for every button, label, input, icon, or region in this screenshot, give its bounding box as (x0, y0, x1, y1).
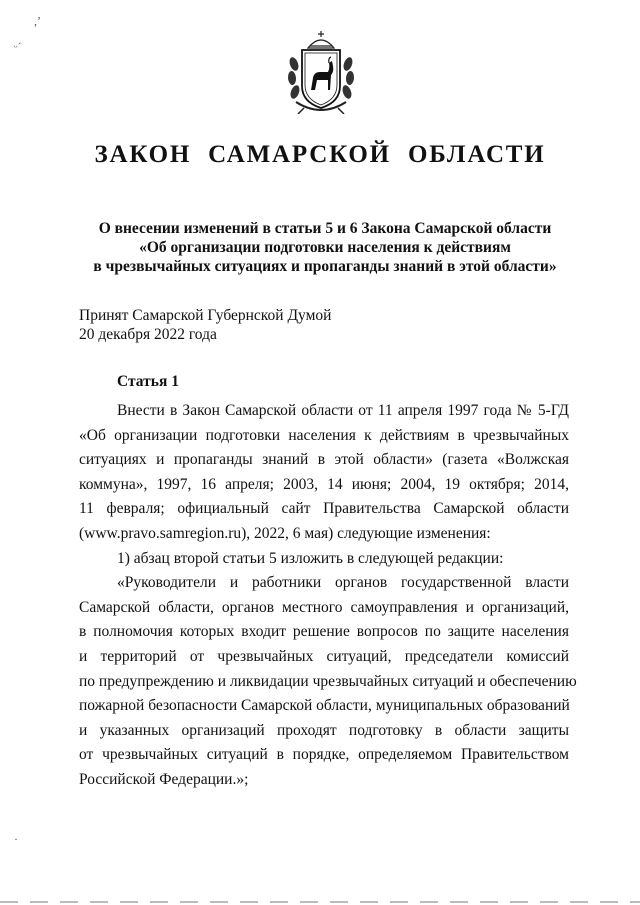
body-line: Российской Федерации.»; (79, 770, 249, 788)
subtitle-line: О внесении изменений в статьи 5 и 6 Закона Самарской области (98, 220, 552, 237)
scan-mark: · (14, 832, 18, 846)
subtitle-line: «Об организации подготовки населения к действиям (139, 239, 511, 256)
body-line: «Руководители и работники органов государственной власти (117, 574, 569, 592)
adoption-date: 20 декабря 2022 года (79, 326, 217, 343)
law-subtitle (68, 219, 582, 276)
adoption-line: Принят Самарской Губернской Думой (79, 307, 332, 324)
body-line: ситуациях и пропаганды знаний в этой области» (газета «Волжская (79, 451, 569, 469)
body-line: пожарной безопасности Самарской области, муниципальных образований (79, 697, 570, 715)
body-line: и указанных организаций проходят подготовку в области защиты (79, 721, 569, 739)
samara-coat-of-arms-icon (284, 28, 358, 114)
body-line: по предупреждению и ликвидации чрезвычайных ситуаций и обеспечению (79, 672, 577, 690)
body-line: в полномочия которых входит решение вопросов по защите населения (79, 623, 569, 641)
body-line: 11 февраля; официальный сайт Правительства Самарской области (79, 500, 569, 518)
body-line: «Об организации подготовки населения к действиям в чрезвычайных (79, 426, 569, 444)
body-line: Самарской области, органов местного самоуправления и организаций, (79, 598, 569, 616)
body-line: 1) абзац второй статьи 5 изложить в следующей редакции: (117, 549, 504, 567)
adoption-info (79, 306, 331, 344)
article-heading: Статья 1 (117, 373, 179, 390)
body-line: коммуна», 1997, 16 апреля; 2003, 14 июня; 2004, 19 октября; 2014, (79, 475, 569, 493)
law-title: ЗАКОН САМАРСКОЙ ОБЛАСТИ (94, 141, 546, 168)
body-line: Внести в Закон Самарской области от 11 апреля 1997 года № 5-ГД (117, 402, 569, 419)
scan-edge (0, 901, 640, 903)
body-line: от чрезвычайных ситуаций в порядке, определяемом Правительством (79, 746, 569, 764)
scan-mark: ,ʼ (34, 14, 41, 28)
article-body (79, 399, 577, 793)
body-line: и территорий от чрезвычайных ситуаций, председатели комиссий (79, 647, 569, 665)
scan-mark: ᵕ´ (14, 40, 22, 54)
body-line: (www.pravo.samregion.ru), 2022, 6 мая) следующие изменения: (79, 524, 491, 542)
subtitle-line: в чрезвычайных ситуациях и пропаганды знаний в этой области» (93, 258, 557, 275)
